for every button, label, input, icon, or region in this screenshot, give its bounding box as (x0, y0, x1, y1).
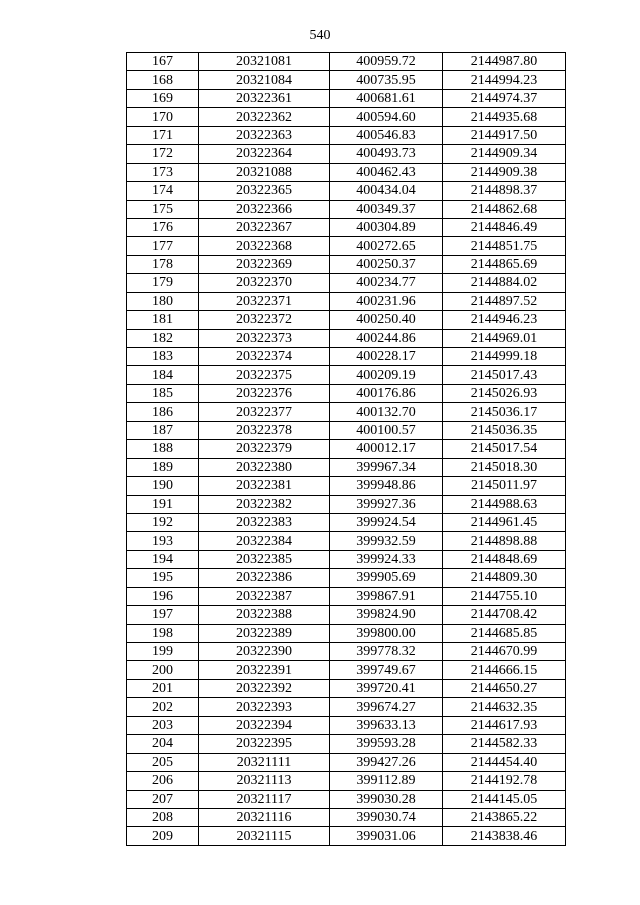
point-number-cell: 169 (127, 89, 199, 107)
point-number-cell: 208 (127, 808, 199, 826)
point-number-cell: 196 (127, 587, 199, 605)
x-coordinate-cell: 400228.17 (330, 348, 443, 366)
point-number-cell: 194 (127, 550, 199, 568)
x-coordinate-cell: 400209.19 (330, 366, 443, 384)
table-row (127, 218, 566, 236)
table-row (127, 237, 566, 255)
y-coordinate-cell: 2144650.27 (443, 679, 566, 697)
x-coordinate-cell: 400272.65 (330, 237, 443, 255)
point-number-cell: 200 (127, 661, 199, 679)
table-row (127, 348, 566, 366)
point-number-cell: 176 (127, 218, 199, 236)
x-coordinate-cell: 399674.27 (330, 698, 443, 716)
x-coordinate-cell: 399778.32 (330, 643, 443, 661)
x-coordinate-cell: 400234.77 (330, 274, 443, 292)
point-id-cell: 20322361 (199, 89, 330, 107)
y-coordinate-cell: 2144862.68 (443, 200, 566, 218)
table-row (127, 403, 566, 421)
point-number-cell: 191 (127, 495, 199, 513)
table-row (127, 606, 566, 624)
x-coordinate-cell: 399948.86 (330, 477, 443, 495)
point-id-cell: 20322381 (199, 477, 330, 495)
point-id-cell: 20322380 (199, 458, 330, 476)
x-coordinate-cell: 400100.57 (330, 421, 443, 439)
point-number-cell: 172 (127, 145, 199, 163)
y-coordinate-cell: 2144708.42 (443, 606, 566, 624)
x-coordinate-cell: 400231.96 (330, 292, 443, 310)
point-number-cell: 180 (127, 292, 199, 310)
point-id-cell: 20322364 (199, 145, 330, 163)
table-row (127, 163, 566, 181)
point-id-cell: 20322366 (199, 200, 330, 218)
table-row (127, 145, 566, 163)
table-row (127, 790, 566, 808)
table-row (127, 440, 566, 458)
point-id-cell: 20321081 (199, 53, 330, 71)
point-id-cell: 20322384 (199, 532, 330, 550)
x-coordinate-cell: 400244.86 (330, 329, 443, 347)
point-number-cell: 205 (127, 753, 199, 771)
table-row (127, 311, 566, 329)
table-row (127, 108, 566, 126)
point-number-cell: 207 (127, 790, 199, 808)
y-coordinate-cell: 2145017.54 (443, 440, 566, 458)
point-id-cell: 20321117 (199, 790, 330, 808)
point-number-cell: 199 (127, 643, 199, 661)
table-row (127, 624, 566, 642)
point-id-cell: 20322365 (199, 182, 330, 200)
table-row (127, 827, 566, 845)
point-id-cell: 20322363 (199, 126, 330, 144)
table-row (127, 89, 566, 107)
point-id-cell: 20322383 (199, 513, 330, 531)
x-coordinate-cell: 400304.89 (330, 218, 443, 236)
point-number-cell: 184 (127, 366, 199, 384)
point-id-cell: 20322394 (199, 716, 330, 734)
x-coordinate-cell: 399924.54 (330, 513, 443, 531)
coordinates-table-body (127, 53, 566, 846)
x-coordinate-cell: 399905.69 (330, 569, 443, 587)
y-coordinate-cell: 2144884.02 (443, 274, 566, 292)
y-coordinate-cell: 2144946.23 (443, 311, 566, 329)
coordinates-table (126, 52, 566, 846)
y-coordinate-cell: 2143865.22 (443, 808, 566, 826)
x-coordinate-cell: 399967.34 (330, 458, 443, 476)
table-row (127, 126, 566, 144)
point-id-cell: 20322376 (199, 384, 330, 402)
y-coordinate-cell: 2144909.38 (443, 163, 566, 181)
point-id-cell: 20322387 (199, 587, 330, 605)
point-id-cell: 20322390 (199, 643, 330, 661)
x-coordinate-cell: 399867.91 (330, 587, 443, 605)
table-row (127, 679, 566, 697)
table-row (127, 716, 566, 734)
point-number-cell: 202 (127, 698, 199, 716)
table-row (127, 643, 566, 661)
point-id-cell: 20321084 (199, 71, 330, 89)
table-row (127, 753, 566, 771)
x-coordinate-cell: 400012.17 (330, 440, 443, 458)
point-number-cell: 209 (127, 827, 199, 845)
y-coordinate-cell: 2144999.18 (443, 348, 566, 366)
table-row (127, 735, 566, 753)
point-id-cell: 20321111 (199, 753, 330, 771)
point-id-cell: 20322385 (199, 550, 330, 568)
point-number-cell: 188 (127, 440, 199, 458)
point-number-cell: 178 (127, 255, 199, 273)
y-coordinate-cell: 2145018.30 (443, 458, 566, 476)
table-row (127, 71, 566, 89)
y-coordinate-cell: 2144909.34 (443, 145, 566, 163)
table-row (127, 384, 566, 402)
point-id-cell: 20322374 (199, 348, 330, 366)
table-row (127, 274, 566, 292)
x-coordinate-cell: 399720.41 (330, 679, 443, 697)
y-coordinate-cell: 2144988.63 (443, 495, 566, 513)
y-coordinate-cell: 2144974.37 (443, 89, 566, 107)
x-coordinate-cell: 399749.67 (330, 661, 443, 679)
point-number-cell: 206 (127, 772, 199, 790)
point-number-cell: 168 (127, 71, 199, 89)
point-id-cell: 20322392 (199, 679, 330, 697)
point-number-cell: 201 (127, 679, 199, 697)
point-id-cell: 20322371 (199, 292, 330, 310)
point-id-cell: 20322369 (199, 255, 330, 273)
point-number-cell: 173 (127, 163, 199, 181)
table-row (127, 53, 566, 71)
table-row (127, 513, 566, 531)
point-id-cell: 20322370 (199, 274, 330, 292)
point-number-cell: 197 (127, 606, 199, 624)
x-coordinate-cell: 400493.73 (330, 145, 443, 163)
point-id-cell: 20321088 (199, 163, 330, 181)
y-coordinate-cell: 2144987.80 (443, 53, 566, 71)
point-number-cell: 181 (127, 311, 199, 329)
x-coordinate-cell: 400250.40 (330, 311, 443, 329)
x-coordinate-cell: 400250.37 (330, 255, 443, 273)
point-number-cell: 192 (127, 513, 199, 531)
y-coordinate-cell: 2144848.69 (443, 550, 566, 568)
point-id-cell: 20322386 (199, 569, 330, 587)
table-row (127, 421, 566, 439)
x-coordinate-cell: 399633.13 (330, 716, 443, 734)
y-coordinate-cell: 2144454.40 (443, 753, 566, 771)
point-number-cell: 171 (127, 126, 199, 144)
table-row (127, 329, 566, 347)
point-id-cell: 20322389 (199, 624, 330, 642)
y-coordinate-cell: 2144632.35 (443, 698, 566, 716)
y-coordinate-cell: 2144851.75 (443, 237, 566, 255)
x-coordinate-cell: 399924.33 (330, 550, 443, 568)
x-coordinate-cell: 399030.28 (330, 790, 443, 808)
y-coordinate-cell: 2143838.46 (443, 827, 566, 845)
table-row (127, 292, 566, 310)
table-row (127, 661, 566, 679)
y-coordinate-cell: 2144865.69 (443, 255, 566, 273)
table-row (127, 458, 566, 476)
y-coordinate-cell: 2144755.10 (443, 587, 566, 605)
y-coordinate-cell: 2145026.93 (443, 384, 566, 402)
table-row (127, 495, 566, 513)
y-coordinate-cell: 2144582.33 (443, 735, 566, 753)
y-coordinate-cell: 2145017.43 (443, 366, 566, 384)
point-id-cell: 20322373 (199, 329, 330, 347)
table-row (127, 772, 566, 790)
point-id-cell: 20322362 (199, 108, 330, 126)
y-coordinate-cell: 2145011.97 (443, 477, 566, 495)
y-coordinate-cell: 2145036.35 (443, 421, 566, 439)
x-coordinate-cell: 399031.06 (330, 827, 443, 845)
y-coordinate-cell: 2144809.30 (443, 569, 566, 587)
point-id-cell: 20322382 (199, 495, 330, 513)
table-row (127, 255, 566, 273)
x-coordinate-cell: 399932.59 (330, 532, 443, 550)
point-number-cell: 190 (127, 477, 199, 495)
y-coordinate-cell: 2144897.52 (443, 292, 566, 310)
y-coordinate-cell: 2144898.88 (443, 532, 566, 550)
table-row (127, 587, 566, 605)
table-row (127, 182, 566, 200)
point-number-cell: 179 (127, 274, 199, 292)
point-id-cell: 20322367 (199, 218, 330, 236)
point-id-cell: 20322395 (199, 735, 330, 753)
x-coordinate-cell: 399112.89 (330, 772, 443, 790)
y-coordinate-cell: 2144935.68 (443, 108, 566, 126)
y-coordinate-cell: 2144898.37 (443, 182, 566, 200)
x-coordinate-cell: 400176.86 (330, 384, 443, 402)
x-coordinate-cell: 399824.90 (330, 606, 443, 624)
x-coordinate-cell: 400434.04 (330, 182, 443, 200)
y-coordinate-cell: 2144917.50 (443, 126, 566, 144)
x-coordinate-cell: 399427.26 (330, 753, 443, 771)
point-number-cell: 186 (127, 403, 199, 421)
point-number-cell: 193 (127, 532, 199, 550)
x-coordinate-cell: 400349.37 (330, 200, 443, 218)
x-coordinate-cell: 399927.36 (330, 495, 443, 513)
point-id-cell: 20322378 (199, 421, 330, 439)
point-id-cell: 20322393 (199, 698, 330, 716)
x-coordinate-cell: 400735.95 (330, 71, 443, 89)
y-coordinate-cell: 2144617.93 (443, 716, 566, 734)
point-id-cell: 20321113 (199, 772, 330, 790)
page-number: 540 (309, 28, 331, 43)
table-row (127, 366, 566, 384)
x-coordinate-cell: 400132.70 (330, 403, 443, 421)
y-coordinate-cell: 2145036.17 (443, 403, 566, 421)
table-row (127, 569, 566, 587)
point-number-cell: 198 (127, 624, 199, 642)
point-id-cell: 20322368 (199, 237, 330, 255)
point-number-cell: 167 (127, 53, 199, 71)
y-coordinate-cell: 2144846.49 (443, 218, 566, 236)
x-coordinate-cell: 400681.61 (330, 89, 443, 107)
x-coordinate-cell: 400546.83 (330, 126, 443, 144)
x-coordinate-cell: 400462.43 (330, 163, 443, 181)
table-row (127, 477, 566, 495)
point-number-cell: 177 (127, 237, 199, 255)
point-number-cell: 185 (127, 384, 199, 402)
point-number-cell: 189 (127, 458, 199, 476)
x-coordinate-cell: 399030.74 (330, 808, 443, 826)
point-number-cell: 203 (127, 716, 199, 734)
point-id-cell: 20322388 (199, 606, 330, 624)
table-row (127, 550, 566, 568)
y-coordinate-cell: 2144685.85 (443, 624, 566, 642)
x-coordinate-cell: 400594.60 (330, 108, 443, 126)
point-id-cell: 20322377 (199, 403, 330, 421)
point-number-cell: 170 (127, 108, 199, 126)
x-coordinate-cell: 399800.00 (330, 624, 443, 642)
point-number-cell: 174 (127, 182, 199, 200)
table-row (127, 200, 566, 218)
x-coordinate-cell: 400959.72 (330, 53, 443, 71)
point-number-cell: 187 (127, 421, 199, 439)
point-number-cell: 175 (127, 200, 199, 218)
point-id-cell: 20321115 (199, 827, 330, 845)
y-coordinate-cell: 2144994.23 (443, 71, 566, 89)
y-coordinate-cell: 2144145.05 (443, 790, 566, 808)
point-id-cell: 20322375 (199, 366, 330, 384)
table-row (127, 808, 566, 826)
point-id-cell: 20321116 (199, 808, 330, 826)
y-coordinate-cell: 2144666.15 (443, 661, 566, 679)
point-number-cell: 183 (127, 348, 199, 366)
table-row (127, 532, 566, 550)
point-number-cell: 195 (127, 569, 199, 587)
table-row (127, 698, 566, 716)
point-id-cell: 20322391 (199, 661, 330, 679)
point-id-cell: 20322379 (199, 440, 330, 458)
y-coordinate-cell: 2144961.45 (443, 513, 566, 531)
y-coordinate-cell: 2144969.01 (443, 329, 566, 347)
point-number-cell: 182 (127, 329, 199, 347)
point-number-cell: 204 (127, 735, 199, 753)
point-id-cell: 20322372 (199, 311, 330, 329)
y-coordinate-cell: 2144670.99 (443, 643, 566, 661)
x-coordinate-cell: 399593.28 (330, 735, 443, 753)
y-coordinate-cell: 2144192.78 (443, 772, 566, 790)
